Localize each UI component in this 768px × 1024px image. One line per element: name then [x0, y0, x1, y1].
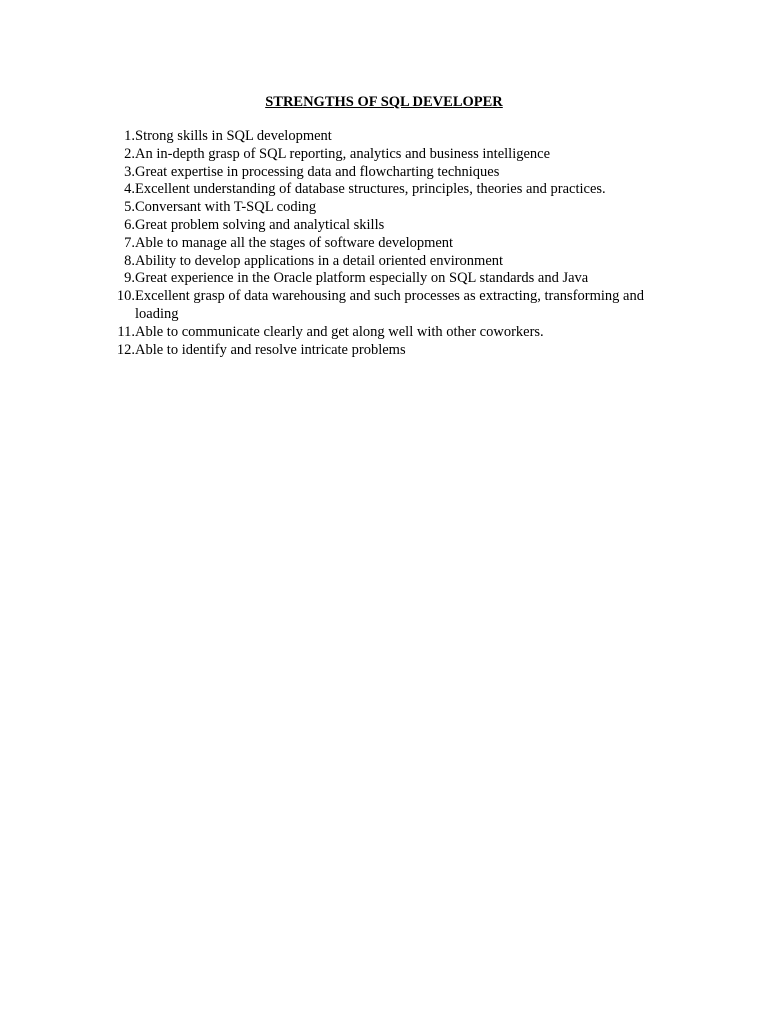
list-item-text: Strong skills in SQL development [135, 128, 332, 144]
list-item [108, 199, 688, 217]
list-item-text: Excellent understanding of database structures, principles, theories and practices. [135, 181, 606, 198]
list-item [108, 146, 688, 164]
list-item-number: 1. [124, 128, 135, 144]
list-item [108, 342, 688, 360]
list-item-number: 7. [124, 234, 135, 251]
strengths-list [108, 128, 688, 359]
list-item [108, 324, 688, 342]
list-item-text: Able to communicate clearly and get along well with other coworkers. [135, 323, 544, 340]
list-item [108, 235, 688, 253]
list-item [108, 217, 688, 235]
list-item-number: 9. [124, 270, 135, 287]
list-item-number: 11. [117, 323, 135, 340]
list-item-number: 2. [124, 145, 135, 162]
list-item-number: 12. [116, 341, 135, 358]
list-item [108, 164, 688, 182]
list-item [108, 181, 688, 199]
list-item-text: Excellent grasp of data warehousing and such processes as extracting, transforming and loading [135, 288, 644, 322]
list-item-text: Able to manage all the stages of software development [135, 234, 454, 251]
list-item-text: An in-depth grasp of SQL reporting, analytics and business intelligence [135, 145, 551, 162]
document-title: STRENGTHS OF SQL DEVELOPER [265, 94, 503, 110]
list-item-number: 8. [124, 252, 135, 269]
list-item-text: Conversant with T-SQL coding [135, 199, 317, 216]
list-item-number: 3. [124, 163, 135, 180]
list-item [108, 270, 688, 288]
list-item-text: Great problem solving and analytical skills [135, 216, 385, 233]
list-item-number: 4. [124, 181, 135, 198]
list-item-text: Ability to develop applications in a detail oriented environment [135, 252, 504, 269]
list-item [108, 288, 688, 324]
list-item-number: 6. [124, 216, 135, 233]
list-item [108, 253, 688, 271]
list-item-text: Great experience in the Oracle platform especially on SQL standards and Java [135, 270, 589, 287]
list-item [108, 128, 688, 146]
list-item-text: Able to identify and resolve intricate problems [135, 341, 406, 358]
list-item-text: Great expertise in processing data and flowcharting techniques [135, 163, 500, 180]
list-item-number: 5. [124, 199, 135, 216]
list-item-number: 10. [116, 288, 135, 305]
